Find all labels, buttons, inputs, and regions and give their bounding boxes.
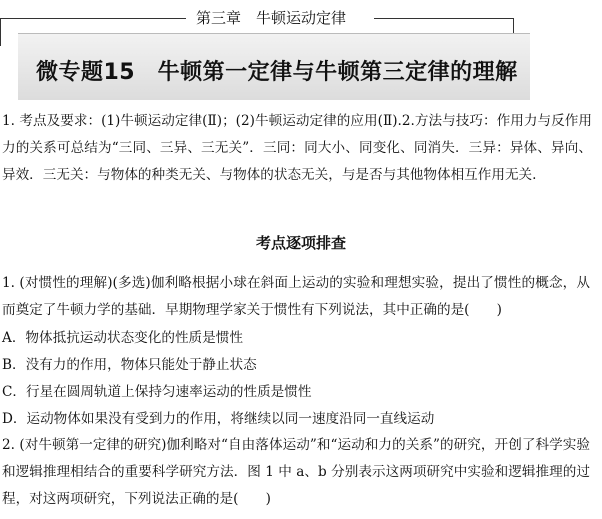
question-1-option-c: C．行星在圆周轨道上保持匀速率运动的性质是惯性 [2, 384, 312, 400]
intro-paragraph: 1. 考点及要求：(1)牛顿运动定律(Ⅱ)；(2)牛顿运动定律的应用(Ⅱ).2.方法与技巧：作用力与反作用力的关系可总结为“三同、三异、三无关”．三同：同大小、同变化、同消失．三异：异体、异向、异效．三无关：与物体的种类无关、与物体的状态无关，与是否与其他物体相互作用无关. [2, 113, 592, 183]
question-2-stem: 2. (对牛顿第一定律的研究)伽利略对“自由落体运动”和“运动和力的关系”的研究，开创了科学实验和逻辑推理相结合的重要科学研究方法．图 1 中 a、b 分别表示这两项研究中实验和逻辑推理的过程，对这两项研究，下列说法正确的是( ) [2, 437, 590, 507]
chapter-header [0, 0, 602, 104]
question-1-option-b: B．没有力的作用，物体只能处于静止状态 [2, 357, 257, 373]
topic-title: 微专题15 牛顿第一定律与牛顿第三定律的理解 [36, 60, 518, 85]
section-heading: 考点逐项排查 [255, 234, 346, 252]
header-rule-left [0, 18, 186, 19]
question-1-option-d: D．运动物体如果没有受到力的作用，将继续以同一速度沿同一直线运动 [2, 411, 435, 427]
question-1-option-a: A．物体抵抗运动状态变化的性质是惯性 [2, 330, 243, 346]
header-rule-left-tick [0, 18, 1, 46]
chapter-title: 第三章 牛顿运动定律 [196, 9, 347, 27]
header-rule-right [374, 18, 514, 19]
question-1-stem: 1. (对惯性的理解)(多选)伽利略根据小球在斜面上运动的实验和理想实验，提出了惯性的概念，从而奠定了牛顿力学的基础．早期物理学家关于惯性有下列说法，其中正确的是( ) [2, 275, 590, 318]
